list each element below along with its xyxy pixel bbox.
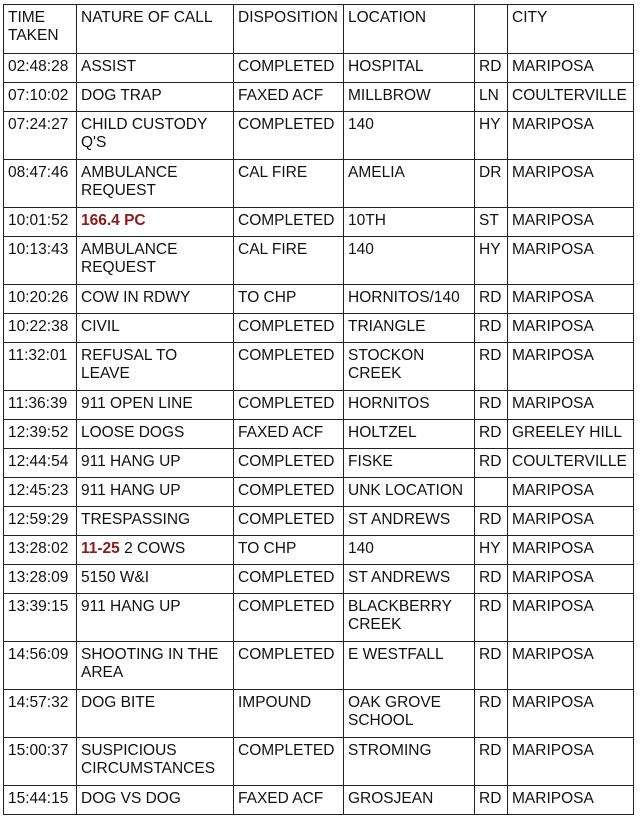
cell-location: 140 <box>344 536 475 565</box>
table-row <box>4 391 634 420</box>
cell-city: MARIPOSA <box>508 314 634 343</box>
table-row <box>4 565 634 594</box>
cell-suffix: DR <box>475 160 508 208</box>
cell-disposition: COMPLETED <box>234 208 344 237</box>
table-row <box>4 54 634 83</box>
cell-location: HORNITOS <box>344 391 475 420</box>
cell-location: GROSJEAN <box>344 786 475 815</box>
cell-location: ST ANDREWS <box>344 565 475 594</box>
cell-suffix: RD <box>475 594 508 642</box>
table-row <box>4 449 634 478</box>
cell-disposition: COMPLETED <box>234 343 344 391</box>
header-row <box>4 5 634 54</box>
cell-city: MARIPOSA <box>508 594 634 642</box>
cell-location: HORNITOS/140 <box>344 285 475 314</box>
table-row <box>4 83 634 112</box>
cell-suffix: RD <box>475 642 508 690</box>
cell-nature: AMBULANCE REQUEST <box>77 160 234 208</box>
table-row <box>4 507 634 536</box>
cell-suffix: RD <box>475 391 508 420</box>
cell-city: MARIPOSA <box>508 112 634 160</box>
cell-city: MARIPOSA <box>508 507 634 536</box>
cell-nature: 911 HANG UP <box>77 449 234 478</box>
cell-time: 12:59:29 <box>4 507 77 536</box>
cell-time: 10:13:43 <box>4 237 77 285</box>
cell-time: 15:00:37 <box>4 738 77 786</box>
table-row <box>4 343 634 391</box>
cell-suffix: ST <box>475 208 508 237</box>
cell-location: BLACKBERRY CREEK <box>344 594 475 642</box>
cell-disposition: TO CHP <box>234 536 344 565</box>
header-nature: NATURE OF CALL <box>77 5 234 54</box>
cell-location: FISKE <box>344 449 475 478</box>
table-row <box>4 208 634 237</box>
cell-time: 10:20:26 <box>4 285 77 314</box>
cell-disposition: COMPLETED <box>234 738 344 786</box>
cell-time: 07:24:27 <box>4 112 77 160</box>
cell-city: MARIPOSA <box>508 237 634 285</box>
cell-nature: 5150 W&I <box>77 565 234 594</box>
table-row <box>4 237 634 285</box>
cell-city: MARIPOSA <box>508 285 634 314</box>
cell-disposition: COMPLETED <box>234 478 344 507</box>
cell-time: 14:57:32 <box>4 690 77 738</box>
cell-nature <box>77 208 234 237</box>
cell-time: 07:10:02 <box>4 83 77 112</box>
cell-city: MARIPOSA <box>508 208 634 237</box>
cell-suffix: RD <box>475 314 508 343</box>
cell-location: UNK LOCATION <box>344 478 475 507</box>
table-row <box>4 285 634 314</box>
cell-disposition: IMPOUND <box>234 690 344 738</box>
cell-location: TRIANGLE <box>344 314 475 343</box>
cell-nature: SHOOTING IN THE AREA <box>77 642 234 690</box>
cell-nature: REFUSAL TO LEAVE <box>77 343 234 391</box>
call-log-wrapper <box>3 4 634 815</box>
table-row <box>4 314 634 343</box>
cell-time: 08:47:46 <box>4 160 77 208</box>
nature-code: 11-25 <box>81 540 120 557</box>
cell-disposition: FAXED ACF <box>234 83 344 112</box>
cell-city: COULTERVILLE <box>508 83 634 112</box>
cell-nature: ASSIST <box>77 54 234 83</box>
cell-time: 13:39:15 <box>4 594 77 642</box>
header-time: TIME TAKEN <box>4 5 77 54</box>
cell-city: MARIPOSA <box>508 391 634 420</box>
cell-city: MARIPOSA <box>508 565 634 594</box>
cell-suffix: RD <box>475 285 508 314</box>
cell-location: 140 <box>344 112 475 160</box>
cell-suffix: RD <box>475 54 508 83</box>
cell-time: 12:44:54 <box>4 449 77 478</box>
call-log-table <box>3 4 634 815</box>
table-row <box>4 478 634 507</box>
cell-location: 140 <box>344 237 475 285</box>
cell-nature: CHILD CUSTODY Q'S <box>77 112 234 160</box>
cell-location: STROMING <box>344 738 475 786</box>
cell-suffix <box>475 478 508 507</box>
cell-suffix: RD <box>475 786 508 815</box>
table-row <box>4 642 634 690</box>
cell-suffix: RD <box>475 565 508 594</box>
table-row <box>4 738 634 786</box>
cell-city: MARIPOSA <box>508 343 634 391</box>
cell-city: MARIPOSA <box>508 786 634 815</box>
cell-location: AMELIA <box>344 160 475 208</box>
cell-disposition: COMPLETED <box>234 54 344 83</box>
cell-time: 12:45:23 <box>4 478 77 507</box>
cell-location: STOCKON CREEK <box>344 343 475 391</box>
cell-time: 13:28:02 <box>4 536 77 565</box>
cell-time: 15:44:15 <box>4 786 77 815</box>
cell-disposition: COMPLETED <box>234 112 344 160</box>
table-row <box>4 536 634 565</box>
cell-disposition: FAXED ACF <box>234 420 344 449</box>
cell-time: 11:32:01 <box>4 343 77 391</box>
cell-city: MARIPOSA <box>508 738 634 786</box>
cell-suffix: RD <box>475 507 508 536</box>
cell-nature: DOG VS DOG <box>77 786 234 815</box>
cell-location: OAK GROVE SCHOOL <box>344 690 475 738</box>
cell-city: MARIPOSA <box>508 54 634 83</box>
cell-time: 12:39:52 <box>4 420 77 449</box>
header-city: CITY <box>508 5 634 54</box>
cell-nature: SUSPICIOUS CIRCUMSTANCES <box>77 738 234 786</box>
cell-disposition: TO CHP <box>234 285 344 314</box>
cell-disposition: COMPLETED <box>234 594 344 642</box>
table-row <box>4 112 634 160</box>
cell-nature: DOG TRAP <box>77 83 234 112</box>
cell-disposition: CAL FIRE <box>234 160 344 208</box>
cell-city: MARIPOSA <box>508 690 634 738</box>
cell-disposition: CAL FIRE <box>234 237 344 285</box>
cell-disposition: FAXED ACF <box>234 786 344 815</box>
cell-nature: 911 HANG UP <box>77 594 234 642</box>
cell-time: 10:01:52 <box>4 208 77 237</box>
cell-suffix: HY <box>475 112 508 160</box>
cell-nature: 911 HANG UP <box>77 478 234 507</box>
nature-text: 2 COWS <box>119 540 186 557</box>
cell-location: MILLBROW <box>344 83 475 112</box>
cell-disposition: COMPLETED <box>234 642 344 690</box>
cell-disposition: COMPLETED <box>234 449 344 478</box>
call-log-body <box>4 54 634 815</box>
cell-nature: 911 OPEN LINE <box>77 391 234 420</box>
cell-suffix: RD <box>475 449 508 478</box>
cell-location: E WESTFALL <box>344 642 475 690</box>
cell-time: 02:48:28 <box>4 54 77 83</box>
cell-suffix: LN <box>475 83 508 112</box>
nature-code: 166.4 PC <box>81 212 146 229</box>
cell-nature: LOOSE DOGS <box>77 420 234 449</box>
table-row <box>4 594 634 642</box>
cell-disposition: COMPLETED <box>234 391 344 420</box>
table-row <box>4 160 634 208</box>
table-row <box>4 690 634 738</box>
table-row <box>4 786 634 815</box>
cell-time: 14:56:09 <box>4 642 77 690</box>
cell-suffix: HY <box>475 237 508 285</box>
cell-nature: TRESPASSING <box>77 507 234 536</box>
cell-nature: CIVIL <box>77 314 234 343</box>
cell-suffix: RD <box>475 420 508 449</box>
cell-disposition: COMPLETED <box>234 314 344 343</box>
cell-disposition: COMPLETED <box>234 565 344 594</box>
cell-suffix: RD <box>475 690 508 738</box>
cell-location: HOLTZEL <box>344 420 475 449</box>
cell-suffix: RD <box>475 343 508 391</box>
cell-nature: DOG BITE <box>77 690 234 738</box>
cell-location: ST ANDREWS <box>344 507 475 536</box>
cell-nature <box>77 536 234 565</box>
cell-nature: COW IN RDWY <box>77 285 234 314</box>
table-row <box>4 420 634 449</box>
cell-city: MARIPOSA <box>508 478 634 507</box>
cell-time: 11:36:39 <box>4 391 77 420</box>
header-suffix <box>475 5 508 54</box>
cell-city: MARIPOSA <box>508 536 634 565</box>
cell-location: 10TH <box>344 208 475 237</box>
cell-nature: AMBULANCE REQUEST <box>77 237 234 285</box>
cell-city: MARIPOSA <box>508 160 634 208</box>
cell-city: MARIPOSA <box>508 642 634 690</box>
cell-city: GREELEY HILL <box>508 420 634 449</box>
cell-time: 13:28:09 <box>4 565 77 594</box>
cell-location: HOSPITAL <box>344 54 475 83</box>
cell-disposition: COMPLETED <box>234 507 344 536</box>
cell-suffix: RD <box>475 738 508 786</box>
header-location: LOCATION <box>344 5 475 54</box>
cell-suffix: HY <box>475 536 508 565</box>
cell-time: 10:22:38 <box>4 314 77 343</box>
cell-city: COULTERVILLE <box>508 449 634 478</box>
header-disposition: DISPOSITION <box>234 5 344 54</box>
